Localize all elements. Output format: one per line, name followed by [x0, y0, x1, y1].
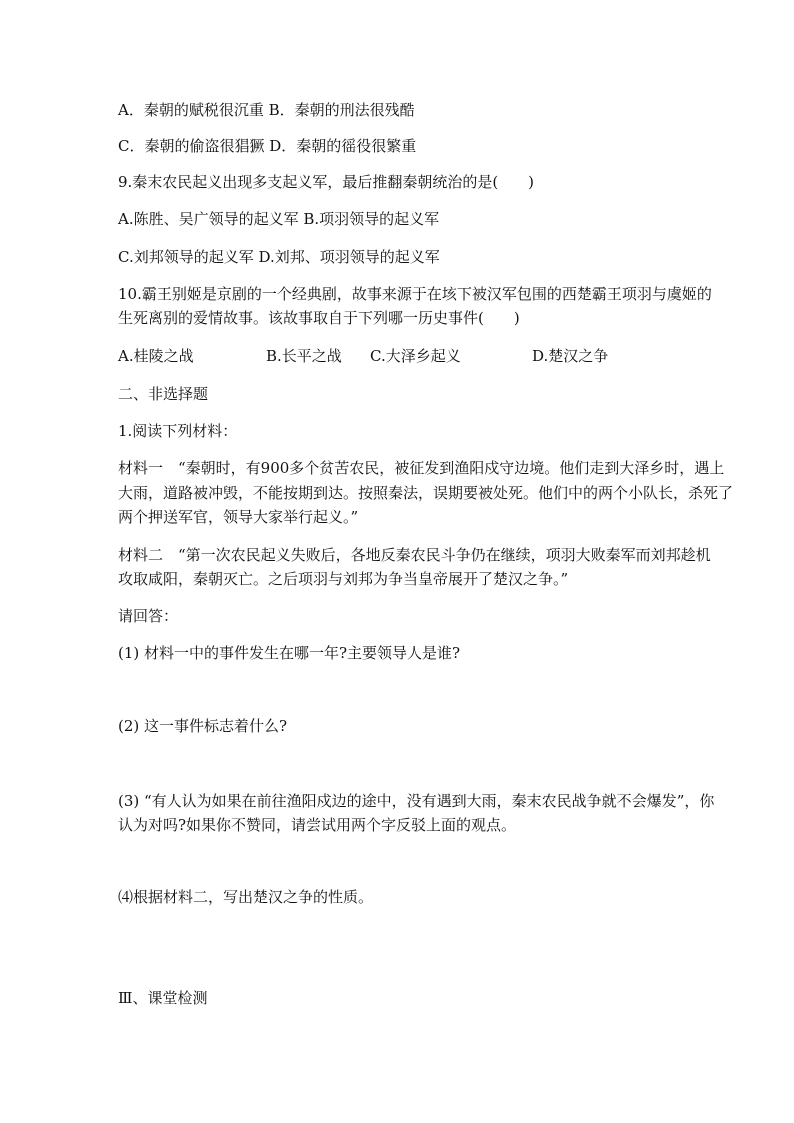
- material-1-line-3: 两个押送军官，领导大家举行起义。”: [118, 508, 359, 526]
- sub-question-4: ⑷根据材料二，写出楚汉之争的性质。: [118, 888, 374, 906]
- sub-question-2: (2) 这一事件标志着什么?: [118, 717, 288, 735]
- q10-option-a: A.桂陵之战: [118, 347, 194, 365]
- sub-question-1: (1) 材料一中的事件发生在哪一年?主要领导人是谁?: [118, 644, 461, 662]
- q9-stem: 9.秦末农民起义出现多支起义军，最后推翻秦朝统治的是( ): [118, 173, 535, 191]
- q10-option-c: C.大泽乡起义: [370, 347, 461, 365]
- material-1-line-1: 材料一 “秦朝时，有900多个贫苦农民，被征发到渔阳戍守边境。他们走到大泽乡时，遇上: [118, 459, 725, 477]
- q1-stem: 1.阅读下列材料：: [118, 422, 238, 440]
- q10-option-d: D.楚汉之争: [532, 347, 609, 365]
- q10-option-b: B.长平之战: [266, 347, 342, 365]
- q10-stem-line-2: 生死离别的爱情故事。该故事取自于下列哪一历史事件( ): [118, 309, 520, 327]
- section-2-title: 二、非选择题: [118, 385, 209, 403]
- material-2-line-2: 攻取咸阳，秦朝灭亡。之后项羽与刘邦为争当皇帝展开了楚汉之争。”: [118, 570, 569, 588]
- q9-options-row-2: C.刘邦领导的起义军 D.刘邦、项羽领导的起义军: [118, 248, 440, 266]
- q8-options-row-2: C．秦朝的偷盗很猖獗 D．秦朝的徭役很繁重: [118, 137, 417, 155]
- material-1-line-2: 大雨，道路被冲毁，不能按期到达。按照秦法，误期要被处死。他们中的两个小队长，杀死了: [118, 484, 734, 502]
- q8-options-row-1: A．秦朝的赋税很沉重 B．秦朝的刑法很残酷: [118, 101, 415, 119]
- answer-prompt: 请回答：: [118, 607, 179, 625]
- section-3-title: Ⅲ、课堂检测: [118, 989, 208, 1007]
- q9-options-row-1: A.陈胜、吴广领导的起义军 B.项羽领导的起义军: [118, 210, 440, 228]
- q10-stem-line-1: 10.霸王别姬是京剧的一个经典剧，故事来源于在垓下被汉军包围的西楚霸王项羽与虞姬的: [118, 285, 712, 303]
- material-2-line-1: 材料二 “第一次农民起义失败后，各地反秦农民斗争仍在继续，项羽大败秦军而刘邦趁机: [118, 546, 711, 564]
- sub-question-3-line-1: (3) “有人认为如果在前往渔阳戍边的途中，没有遇到大雨，秦末农民战争就不会爆发”，你: [118, 792, 715, 810]
- sub-question-3-line-2: 认为对吗?如果你不赞同，请尝试用两个字反驳上面的观点。: [118, 816, 517, 834]
